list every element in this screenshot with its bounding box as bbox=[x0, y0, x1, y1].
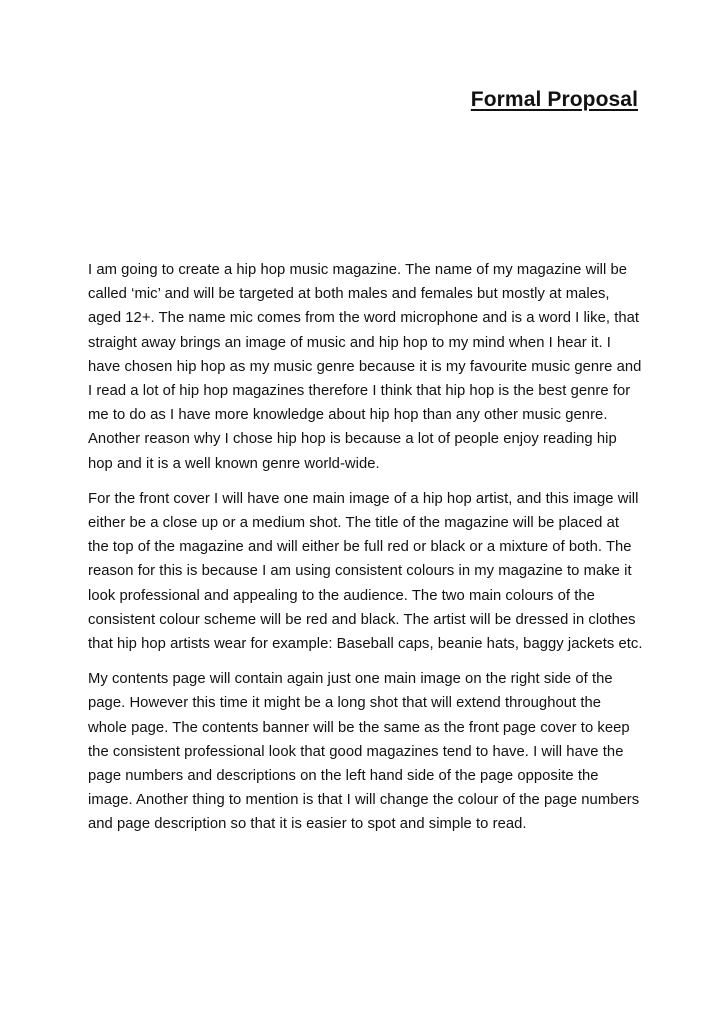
paragraph-intro: I am going to create a hip hop music magazine. The name of my magazine will be called ‘mic’ and will be targeted at both males and females but mostly at males, aged 12+. The name mic comes from the word microphone and is a word I like, that straight away brings an image of music and hip hop to my mind when I hear it. I have chosen hip hop as my music genre because it is my favourite music genre and I read a lot of hip hop magazines therefore I think that hip hop is the best genre for me to do as I have more knowledge about hip hop than any other music genre. Another reason why I chose hip hop is because a lot of people enjoy reading hip hop and it is a well known genre world-wide. bbox=[88, 262, 642, 472]
paragraph-front-cover: For the front cover I will have one main image of a hip hop artist, and this image will either be a close up or a medium shot. The title of the magazine will be placed at the top of the magazine and will either be full red or black or a mixture of both. The reason for this is because I am using consistent colours in my magazine to make it look professional and appealing to the audience. The two main colours of the consistent colour scheme will be red and black. The artist will be dressed in clothes that hip hop artists wear for example: Baseball caps, beanie hats, baggy jackets etc. bbox=[88, 490, 643, 653]
page-title: Formal Proposal bbox=[470, 88, 638, 111]
document-body bbox=[88, 258, 643, 848]
paragraph-contents-page: My contents page will contain again just one main image on the right side of the page. However this time it might be a long shot that will extend throughout the whole page. The contents banner will be the same as the front page cover to keep the consistent professional look that good magazines tend to have. I will have the page numbers and descriptions on the left hand side of the page opposite the image. Another thing to mention is that I will change the colour of the page numbers and page description so that it is easier to spot and simple to read. bbox=[88, 671, 640, 833]
